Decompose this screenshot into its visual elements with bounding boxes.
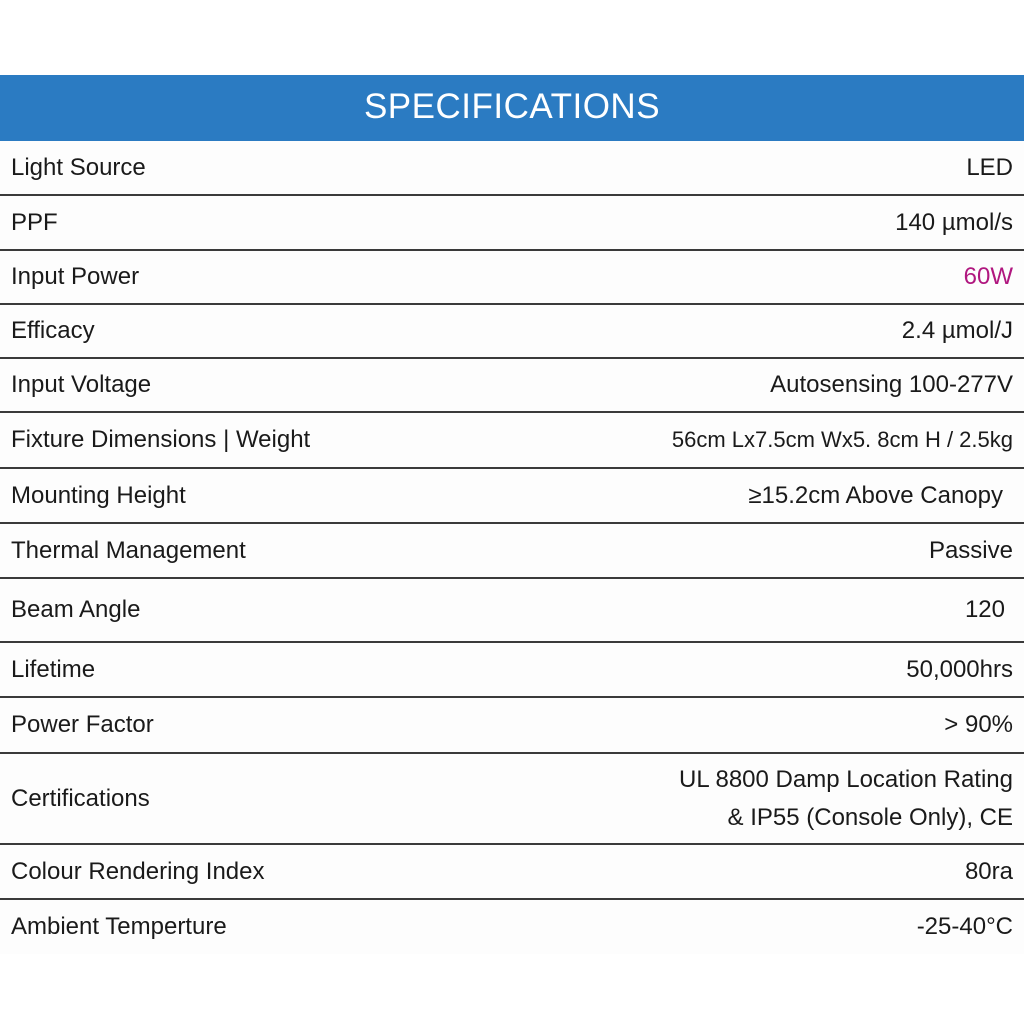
specifications-table <box>0 75 1024 954</box>
spec-label: Mounting Height <box>11 481 186 509</box>
spec-value: Autosensing 100-277V <box>770 371 1013 398</box>
spec-label: Beam Angle <box>11 596 141 623</box>
spec-rows <box>0 141 1024 954</box>
spec-row-input-voltage <box>0 359 1024 413</box>
spec-value: 56cm Lx7.5cm Wx5. 8cm H / 2.5kg <box>671 427 1013 452</box>
spec-value-line: UL 8800 Damp Location Rating <box>679 765 1013 793</box>
spec-label: Light Source <box>11 153 146 181</box>
spec-row-input-power <box>0 251 1024 305</box>
spec-value: > 90% <box>944 711 1013 738</box>
spec-value: Passive <box>928 536 1013 564</box>
spec-value: 2.4 µmol/J <box>901 317 1013 344</box>
specifications-header <box>0 75 1024 141</box>
spec-row-certifications <box>0 754 1024 845</box>
spec-row-power-factor <box>0 698 1024 754</box>
spec-row-ppf <box>0 196 1024 251</box>
spec-row-efficacy <box>0 305 1024 359</box>
spec-label: Power Factor <box>11 711 154 738</box>
spec-row-colour-rendering-index <box>0 845 1024 900</box>
spec-row-beam-angle <box>0 579 1024 643</box>
spec-value: ≥15.2cm Above Canopy <box>748 481 1003 509</box>
spec-value: 60W <box>963 263 1013 290</box>
spec-value-line: & IP55 (Console Only), CE <box>727 803 1013 831</box>
spec-value: -25-40°C <box>916 913 1013 940</box>
spec-label: Efficacy <box>11 317 95 344</box>
spec-value: LED <box>966 153 1013 181</box>
spec-row-mounting-height <box>0 469 1024 524</box>
spec-value: 140 µmol/s <box>895 208 1013 236</box>
spec-label: PPF <box>11 208 58 236</box>
spec-row-lifetime <box>0 643 1024 698</box>
spec-label: Colour Rendering Index <box>11 857 265 885</box>
header-title: SPECIFICATIONS <box>363 87 661 126</box>
spec-row-ambient-temperature <box>0 900 1024 954</box>
spec-label: Input Power <box>11 263 140 290</box>
spec-row-thermal-management <box>0 524 1024 579</box>
spec-label: Input Voltage <box>11 371 152 398</box>
spec-value-multiline <box>679 761 1013 837</box>
spec-row-light-source <box>0 141 1024 196</box>
spec-label: Ambient Temperture <box>11 913 227 940</box>
spec-value: 120 <box>964 596 1005 623</box>
spec-value: 50,000hrs <box>906 655 1013 683</box>
spec-row-fixture-dimensions <box>0 413 1024 469</box>
spec-label: Lifetime <box>11 655 96 683</box>
spec-label: Certifications <box>11 784 150 812</box>
spec-value: 80ra <box>964 857 1013 885</box>
spec-label: Fixture Dimensions | Weight <box>11 426 311 453</box>
spec-label: Thermal Management <box>11 536 246 564</box>
